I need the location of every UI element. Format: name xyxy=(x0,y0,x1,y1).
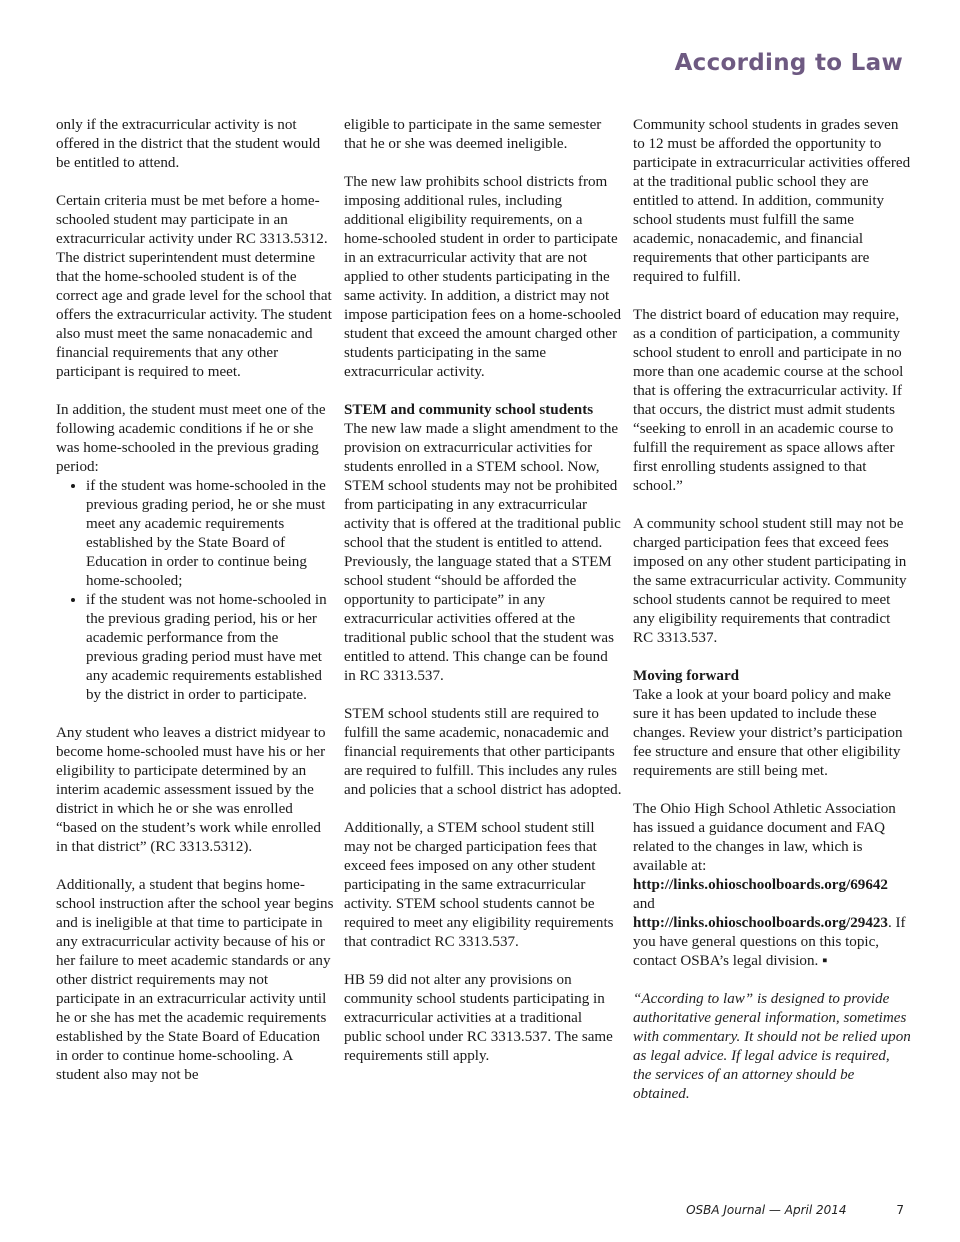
paragraph: Certain criteria must be met before a home-schooled student may participate in an extracurricular activity under RC 3313.5312. The district superintendent must determine that the home-schooled student is of the correct age and grade level for the school that offers the extracurricular activity. The student also must meet the same nonacademic and financial requirements that any other participant is required to meet. xyxy=(56,193,332,380)
disclaimer: “According to law” is designed to provide authoritative general information, sometimes with commentary. It should not be relied upon as legal advice. If legal advice is required, the services of an attorney should be obtained. xyxy=(633,991,911,1102)
paragraph-text: . If you have general questions on this topic, contact OSBA’s legal division. ▪ xyxy=(633,915,906,969)
ohsaa-link-2[interactable]: http://links.ohioschoolboards.org/29423 xyxy=(633,915,888,931)
paragraph: Any student who leaves a district midyear to become home-schooled must have his or her eligibility to participate determined by an interim academic assessment issued by the district in which he or she was enrolled “based on the student’s work while enrolled in that district” (RC 3313.5312). xyxy=(56,725,326,855)
list-item: • if the student was not home-schooled in the previous grading period, his or her academic performance from the previous grading period must have met any academic requirements established by the district in order to participate. xyxy=(86,591,334,705)
paragraph xyxy=(633,800,911,971)
page-number: 7 xyxy=(896,1203,904,1217)
column-2 xyxy=(344,116,622,1085)
paragraph: A community school student still may not be charged participation fees that exceed fees imposed on any other student participating in the same extracurricular activity. Community school students cannot be required to meet any eligibility requirements that contradict RC 3313.537. xyxy=(633,516,907,646)
stem-section xyxy=(344,401,622,686)
list-item: • if the student was home-schooled in the previous grading period, he or she must meet any academic requirements established by the State Board of Education in order to continue being home-schooled; xyxy=(86,477,334,591)
paragraph: Additionally, a STEM school student still may not be charged participation fees that exceed fees imposed on any other student participating in the same extracurricular activity. STEM school students cannot be required to meet any eligibility requirements that contradict RC 3313.537. xyxy=(344,820,614,950)
academic-conditions-list xyxy=(56,477,334,705)
publication-info: OSBA Journal — April 2014 xyxy=(686,1203,847,1217)
column-1 xyxy=(56,116,334,1104)
subheading-stem: STEM and community school students xyxy=(344,402,594,418)
paragraph: STEM school students still are required to fulfill the same academic, nonacademic and financial requirements that other participants are required to fulfill. This includes any rules and policies that a school district has adopted. xyxy=(344,706,622,798)
section-title: According to Law xyxy=(674,50,903,76)
paragraph: HB 59 did not alter any provisions on community school students participating in extracurricular activities at a traditional public school under RC 3313.537. The same requirements still apply. xyxy=(344,972,613,1064)
column-3 xyxy=(633,116,911,1123)
conjunction-text: and xyxy=(633,896,655,912)
paragraph: In addition, the student must meet one of the following academic conditions if he or she was home-schooled in the previous grading period: xyxy=(56,402,326,475)
subheading-moving-forward: Moving forward xyxy=(633,668,740,684)
paragraph: Community school students in grades seven to 12 must be afforded the opportunity to participate in extracurricular activities offered at the traditional public school they are entitled to attend. In addition, community school students must fulfill the same academic, nonacademic, and financial requirements that other participants are required to fulfill. xyxy=(633,117,911,285)
paragraph: The new law prohibits school districts from imposing additional rules, including additional eligibility requirements, on a home-schooled student in order to participate in an extracurricular activity that are not applied to other students participating in the same activity. In addition, a district may not impose participation fees on a home-schooled student that exceed the amount charged other students participating in the same extracurricular activity. xyxy=(344,174,622,380)
moving-forward-section xyxy=(633,667,911,781)
ohsaa-link-1[interactable]: http://links.ohioschoolboards.org/69642 xyxy=(633,877,888,893)
paragraph: only if the extracurricular activity is not offered in the district that the student would be entitled to attend. xyxy=(56,117,321,171)
paragraph-text: The Ohio High School Athletic Association has issued a guidance document and FAQ related to the changes in law, which is available at: xyxy=(633,801,896,874)
paragraph: eligible to participate in the same semester that he or she was deemed ineligible. xyxy=(344,117,602,152)
paragraph-text: The new law made a slight amendment to the provision on extracurricular activities for students enrolled in a STEM school. Now, STEM school students may not be prohibited from participating in any extracurricular activity that is offered at the traditional public school that the student is entitled to attend. Previously, the language stated that a STEM school student “should be afforded the opportunity to participate” in any extracurricular activities offered at the traditional public school that the student was entitled to attend. This change can be found in RC 3313.537. xyxy=(344,421,621,684)
paragraph: The district board of education may require, as a condition of participation, a community school student to enroll and participate in no more than one academic course at the school that is offering the extracurricular activity. If that occurs, the district must admit students “seeking to enroll in an academic course to fulfill the requirement as space allows after first enrolling students assigned to that school.” xyxy=(633,307,904,494)
paragraph-text: Take a look at your board policy and make sure it has been updated to include these changes. Review your district’s participation fee structure and ensure that other eligibility requirements are still being met. xyxy=(633,687,903,779)
page-footer xyxy=(0,1203,904,1217)
paragraph: Additionally, a student that begins home-school instruction after the school year begins and is ineligible at that time to participate in any extracurricular activity because of his or her failure to meet academic standards or any other district requirements may not participate in an extracurricular activity until he or she has met the academic requirements established by the State Board of Education in order to continue home-schooling. A student also may not be xyxy=(56,877,334,1083)
